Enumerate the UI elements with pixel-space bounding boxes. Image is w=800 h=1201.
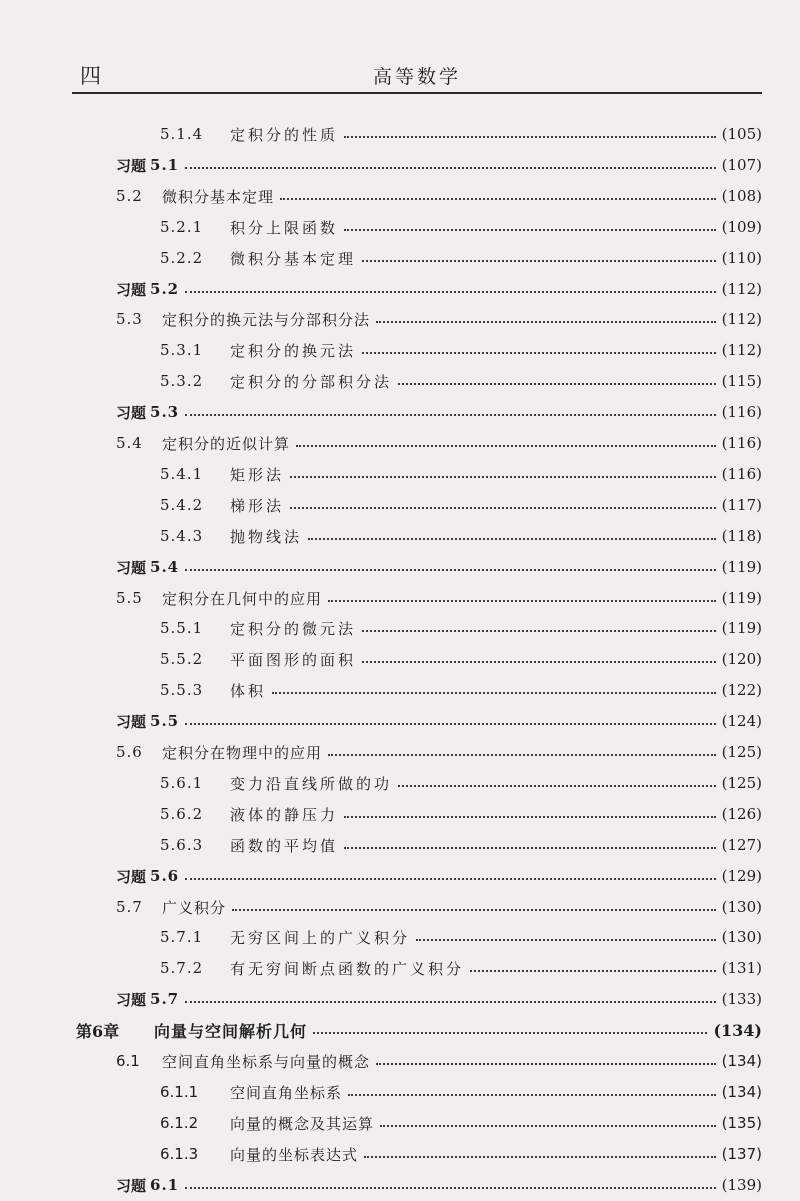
- dot-leader: [185, 414, 716, 416]
- dot-leader: [344, 847, 716, 849]
- toc-entry-number: 6.1.3: [160, 1145, 199, 1163]
- toc-entry-number: 第6章: [76, 1021, 120, 1041]
- toc-entry-number: 5.6: [116, 743, 143, 761]
- toc-entry-title: 抛物线法: [230, 527, 303, 546]
- toc-entry-number: 6.1: [116, 1052, 140, 1070]
- toc-entry-title: 梯形法: [230, 496, 285, 515]
- toc-entry-number: 5.7: [116, 898, 143, 916]
- toc-entry-page: (135): [721, 1114, 762, 1132]
- toc-entry-number: 5.5.1: [160, 619, 204, 637]
- toc-entry-title: 定积分在物理中的应用: [162, 743, 323, 762]
- toc-entry-title: 空间直角坐标系: [230, 1083, 343, 1102]
- toc-entry-number: 5.2.1: [160, 218, 204, 236]
- toc-entry: [0, 334, 762, 366]
- dot-leader: [362, 661, 716, 663]
- toc-entry-title: 向量的概念及其运算: [230, 1114, 375, 1133]
- toc-entry-page: (116): [721, 434, 762, 452]
- dot-leader: [362, 352, 716, 354]
- toc-entry-number: 习题: [116, 156, 147, 175]
- toc-entry-page: (124): [721, 712, 762, 730]
- toc-entry-title: 定积分的性质: [230, 125, 339, 144]
- toc-entry: [0, 551, 762, 583]
- toc-entry-page: (126): [721, 805, 762, 823]
- dot-leader: [416, 939, 716, 941]
- dot-leader: [272, 692, 716, 694]
- toc-entry-number: 5.4.2: [160, 496, 204, 514]
- book-title: 高等数学: [372, 66, 461, 88]
- toc-entry-page: (125): [721, 774, 762, 792]
- toc-entry: [0, 921, 762, 953]
- dot-leader: [185, 1187, 716, 1189]
- toc-entry: [0, 458, 762, 490]
- toc-entry-number: 5.2.2: [160, 249, 204, 267]
- dot-leader: [344, 136, 716, 138]
- dot-leader: [348, 1094, 716, 1096]
- toc-entry-number: 习题: [116, 558, 147, 577]
- section-marker: 四: [80, 64, 101, 88]
- dot-leader: [344, 229, 716, 231]
- toc-entry-title: 5.6: [150, 867, 180, 885]
- toc-entry-title: 定积分在几何中的应用: [162, 589, 323, 608]
- toc-entry-page: (130): [721, 898, 762, 916]
- toc-entry-number: 5.7.2: [160, 959, 204, 977]
- dot-leader: [344, 816, 716, 818]
- dot-leader: [296, 445, 716, 447]
- dot-leader: [362, 630, 716, 632]
- toc-entry: [0, 952, 762, 984]
- toc-entry-title: 5.7: [150, 990, 180, 1008]
- toc-entry: [0, 427, 762, 459]
- toc-entry-number: 5.7.1: [160, 928, 204, 946]
- toc-entry: [0, 118, 762, 150]
- toc-entry-title: 液体的静压力: [230, 805, 339, 824]
- toc-entry: [0, 1138, 762, 1170]
- toc-entry-number: 5.4: [116, 434, 143, 452]
- toc-entry: [0, 1076, 762, 1108]
- toc-entry-number: 5.5.3: [160, 681, 204, 699]
- toc-entry-page: (137): [721, 1145, 762, 1163]
- toc-entry-title: 6.1: [150, 1176, 180, 1194]
- dot-leader: [290, 476, 716, 478]
- dot-leader: [376, 321, 716, 323]
- toc-entry-page: (115): [721, 372, 762, 390]
- toc-entry: [0, 1045, 762, 1077]
- dot-leader: [398, 785, 716, 787]
- toc-entry-number: 5.2: [116, 187, 143, 205]
- toc-entry: [0, 643, 762, 675]
- toc-entry-number: 5.3: [116, 310, 143, 328]
- dot-leader: [232, 909, 716, 911]
- toc-entry-page: (105): [721, 125, 762, 143]
- toc-entry-page: (119): [721, 589, 762, 607]
- toc-entry-title: 有无穷间断点函数的广义积分: [230, 959, 465, 978]
- toc-entry: [0, 149, 762, 181]
- toc-entry-number: 习题: [116, 712, 147, 731]
- toc-entry-title: 广义积分: [162, 898, 227, 917]
- toc-entry-page: (125): [721, 743, 762, 761]
- dot-leader: [290, 507, 716, 509]
- toc-entry-title: 5.2: [150, 280, 180, 298]
- toc-entry-page: (131): [721, 959, 762, 977]
- toc-entry-page: (110): [721, 249, 762, 267]
- toc-entry-title: 向量的坐标表达式: [230, 1145, 359, 1164]
- dot-leader: [185, 723, 716, 725]
- toc-entry-title: 定积分的换元法: [230, 341, 357, 360]
- toc-entry-page: (109): [721, 218, 762, 236]
- toc-entry-number: 习题: [116, 403, 147, 422]
- toc-entry-page: (134): [713, 1020, 762, 1040]
- toc-entry-page: (107): [721, 156, 762, 174]
- toc-entry-page: (133): [721, 990, 762, 1008]
- dot-leader: [185, 291, 716, 293]
- dot-leader: [364, 1156, 716, 1158]
- toc-entry-page: (122): [721, 681, 762, 699]
- toc-entry-number: 5.3.2: [160, 372, 204, 390]
- toc-entry-number: 5.6.1: [160, 774, 204, 792]
- toc-entry-page: (108): [721, 187, 762, 205]
- toc-entry: [0, 705, 762, 737]
- toc-entry-title: 变力沿直线所做的功: [230, 774, 393, 793]
- toc-entry: [0, 860, 762, 892]
- toc-entry-page: (112): [721, 280, 762, 298]
- toc-entry-page: (116): [721, 465, 762, 483]
- toc-entry-number: 6.1.2: [160, 1114, 199, 1132]
- toc-entry-title: 积分上限函数: [230, 218, 339, 237]
- toc-entry-number: 5.3.1: [160, 341, 204, 359]
- toc-entry-title: 空间直角坐标系与向量的概念: [162, 1052, 371, 1071]
- dot-leader: [280, 198, 716, 200]
- toc-entry-title: 5.1: [150, 156, 180, 174]
- dot-leader: [328, 600, 716, 602]
- toc-entry-title: 定积分的近似计算: [162, 434, 291, 453]
- dot-leader: [185, 1001, 716, 1003]
- toc-entry-title: 5.5: [150, 712, 180, 730]
- toc-entry-title: 微积分基本定理: [230, 249, 357, 268]
- toc-entry: [0, 582, 762, 614]
- toc-entry-number: 5.6.2: [160, 805, 204, 823]
- toc-entry-title: 函数的平均值: [230, 836, 339, 855]
- dot-leader: [185, 569, 716, 571]
- toc-entry-number: 5.1.4: [160, 125, 204, 143]
- toc-entry: [0, 891, 762, 923]
- toc-entry-number: 习题: [116, 280, 147, 299]
- toc-entry-page: (116): [721, 403, 762, 421]
- toc-entry: [0, 798, 762, 830]
- dot-leader: [308, 538, 716, 540]
- dot-leader: [376, 1063, 716, 1065]
- toc-entry-page: (120): [721, 650, 762, 668]
- dot-leader: [380, 1125, 716, 1127]
- toc-entry-number: 5.5: [116, 589, 143, 607]
- toc-entry-title: 矩形法: [230, 465, 285, 484]
- toc-entry-page: (134): [721, 1083, 762, 1101]
- dot-leader: [328, 754, 716, 756]
- toc-entry-number: 习题: [116, 990, 147, 1009]
- toc-entry-page: (134): [721, 1052, 762, 1070]
- toc-entry: [0, 829, 762, 861]
- toc-entry: [0, 489, 762, 521]
- toc-entry-title: 定积分的微元法: [230, 619, 357, 638]
- dot-leader: [313, 1032, 707, 1034]
- toc-entry: [0, 1107, 762, 1139]
- toc-entry-page: (127): [721, 836, 762, 854]
- toc-entry: [0, 365, 762, 397]
- toc-entry-page: (112): [721, 341, 762, 359]
- toc-entry: [0, 612, 762, 644]
- dot-leader: [185, 878, 716, 880]
- toc-entry-title: 向量与空间解析几何: [154, 1021, 308, 1041]
- dot-leader: [398, 383, 716, 385]
- toc-entry-title: 5.3: [150, 403, 180, 421]
- toc-entry-title: 无穷区间上的广义积分: [230, 928, 411, 947]
- toc-entry: [0, 396, 762, 428]
- dot-leader: [470, 970, 716, 972]
- toc-entry: [0, 983, 762, 1015]
- toc-entry: [0, 242, 762, 274]
- dot-leader: [185, 167, 716, 169]
- toc-entry: [0, 674, 762, 706]
- toc-entry-title: 平面图形的面积: [230, 650, 357, 669]
- toc-entry: [0, 767, 762, 799]
- page-header: [72, 58, 762, 94]
- toc-entry-title: 定积分的换元法与分部积分法: [162, 310, 371, 329]
- toc-entry-number: 6.1.1: [160, 1083, 199, 1101]
- toc-entry-page: (118): [721, 527, 762, 545]
- toc-entry-number: 5.4.3: [160, 527, 204, 545]
- toc-entry-number: 5.6.3: [160, 836, 204, 854]
- toc-entry: [0, 736, 762, 768]
- toc-entry-page: (112): [721, 310, 762, 328]
- toc-entry-title: 定积分的分部积分法: [230, 372, 393, 391]
- toc-entry-number: 5.4.1: [160, 465, 204, 483]
- toc-entry-title: 微积分基本定理: [162, 187, 275, 206]
- toc-entry: [0, 303, 762, 335]
- toc-entry-title: 5.4: [150, 558, 180, 576]
- toc-entry-number: 习题: [116, 1176, 147, 1195]
- toc-entry-page: (117): [721, 496, 762, 514]
- toc-entry-page: (129): [721, 867, 762, 885]
- toc-entry: [0, 1169, 762, 1201]
- toc-entry-number: 习题: [116, 867, 147, 886]
- toc-entry-page: (139): [721, 1176, 762, 1194]
- toc-entry-page: (119): [721, 619, 762, 637]
- toc-entry: [0, 273, 762, 305]
- toc-entry: [0, 211, 762, 243]
- toc-entry: [0, 520, 762, 552]
- toc-entry-number: 5.5.2: [160, 650, 204, 668]
- toc-entry: [0, 1014, 762, 1046]
- dot-leader: [362, 260, 716, 262]
- toc-entry-title: 体积: [230, 681, 267, 700]
- toc-entry-page: (130): [721, 928, 762, 946]
- toc-entry-page: (119): [721, 558, 762, 576]
- toc-entry: [0, 180, 762, 212]
